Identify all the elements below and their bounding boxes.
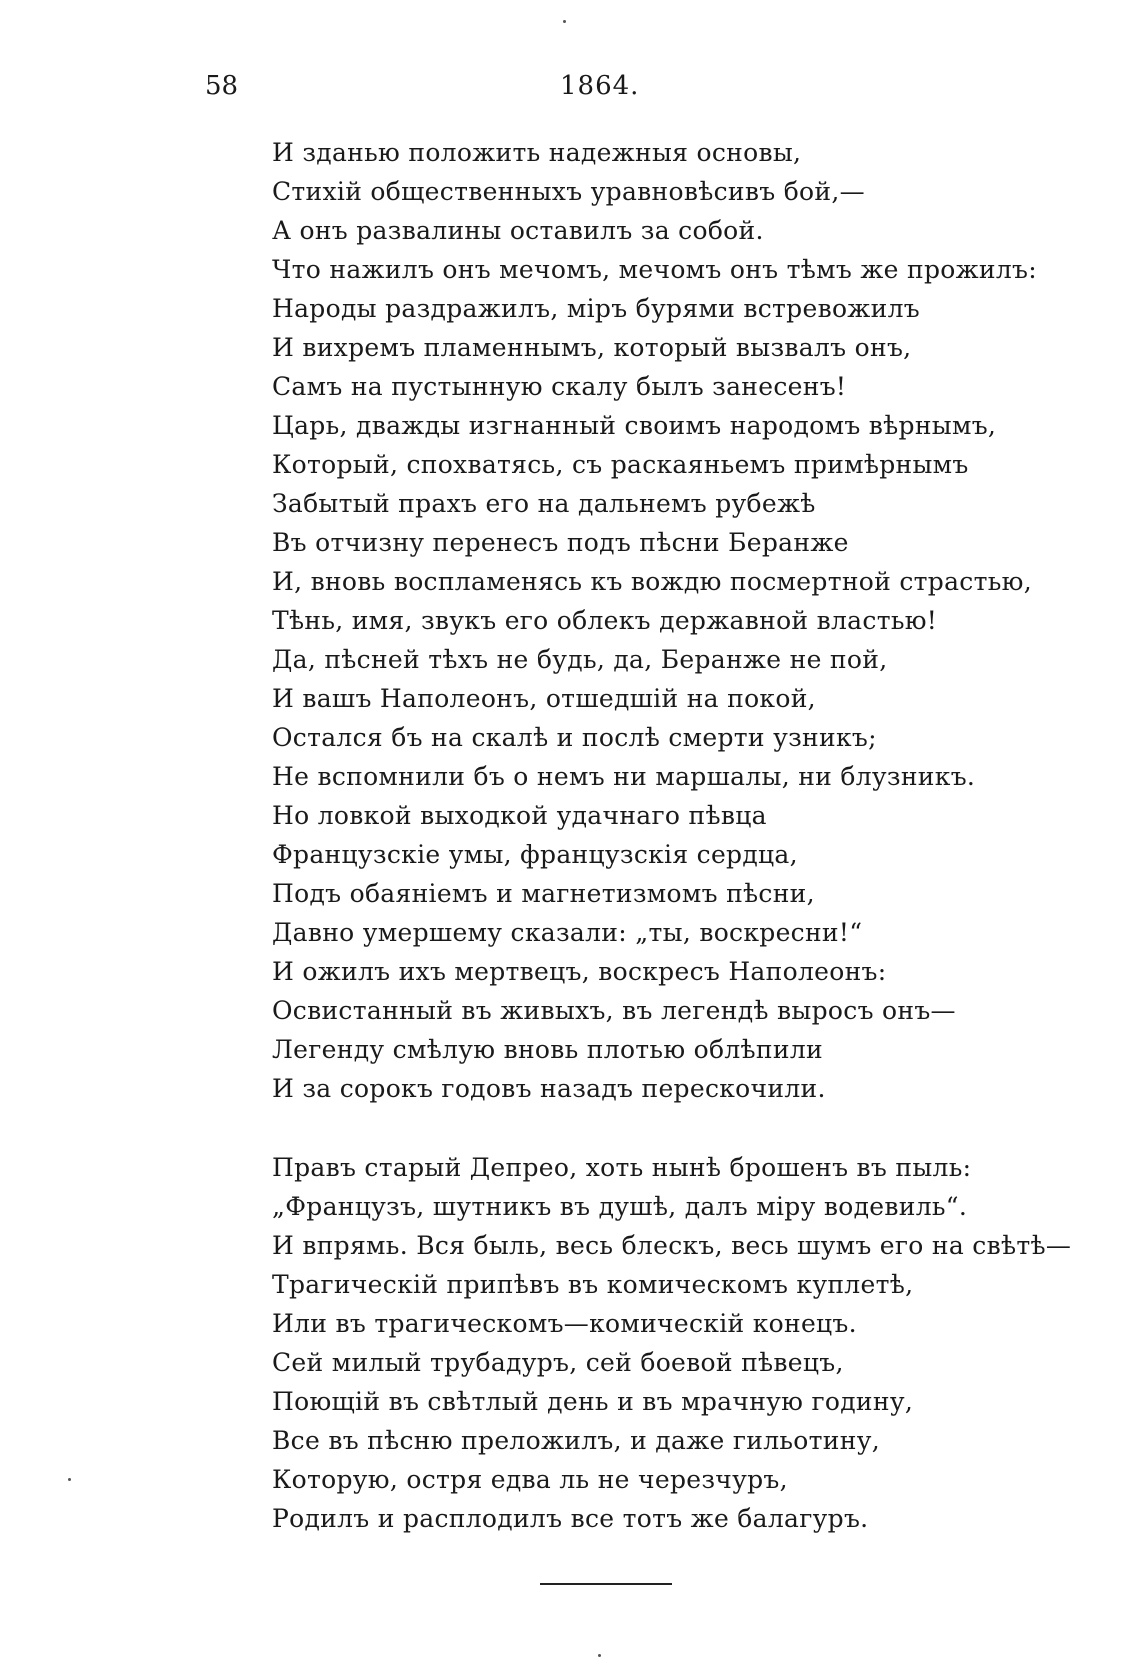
verse-line: Въ отчизну перенесъ подъ пѣсни Беранже	[272, 528, 849, 557]
verse-line: Правъ старый Депрео, хоть нынѣ брошенъ въ пыль:	[272, 1153, 972, 1182]
verse-line: Самъ на пустынную скалу былъ занесенъ!	[272, 372, 847, 401]
verse-line: И вихремъ пламеннымъ, который вызвалъ онъ,	[272, 333, 912, 362]
scan-speck	[598, 1654, 601, 1657]
verse-line: Легенду смѣлую вновь плотью облѣпили	[272, 1035, 823, 1064]
verse-line: Поющій въ свѣтлый день и въ мрачную годину,	[272, 1387, 914, 1416]
verse-line: И зданью положить надежныя основы,	[272, 138, 802, 167]
verse-line: Царь, дважды изгнанный своимъ народомъ вѣрнымъ,	[272, 411, 997, 440]
verse-line: И впрямь. Вся быль, весь блескъ, весь шумъ его на свѣтѣ—	[272, 1231, 1072, 1260]
verse-line: И, вновь воспламенясь къ вождю посмертной страстью,	[272, 567, 1032, 596]
verse-line: Который, спохватясь, съ раскаяньемъ примѣрнымъ	[272, 450, 969, 479]
verse-line: Забытый прахъ его на дальнемъ рубежѣ	[272, 489, 816, 518]
scan-speck	[68, 1478, 71, 1481]
verse-line: Остался бъ на скалѣ и послѣ смерти узникъ;	[272, 723, 877, 752]
verse-line: Подъ обаяніемъ и магнетизмомъ пѣсни,	[272, 879, 815, 908]
page-number: 58	[205, 71, 239, 101]
verse-line: Тѣнь, имя, звукъ его облекъ державной властью!	[272, 606, 938, 635]
verse-line: Не вспомнили бъ о немъ ни маршалы, ни блузникъ.	[272, 762, 976, 791]
stanza-2	[272, 1148, 1071, 1538]
verse-line: И за сорокъ годовъ назадъ перескочили.	[272, 1074, 826, 1103]
verse-line: А онъ развалины оставилъ за собой.	[272, 216, 764, 245]
verse-line: Все въ пѣсню преложилъ, и даже гильотину,	[272, 1426, 880, 1455]
verse-line: „Французъ, шутникъ въ душѣ, далъ міру водевиль“.	[272, 1192, 968, 1221]
verse-line: Стихій общественныхъ уравновѣсивъ бой,—	[272, 177, 865, 206]
running-head-year: 1864.	[560, 71, 640, 101]
verse-line: Но ловкой выходкой удачнаго пѣвца	[272, 801, 767, 830]
verse-line: Давно умершему сказали: „ты, воскресни!“	[272, 918, 863, 947]
end-rule-divider	[540, 1583, 672, 1585]
verse-line: Сей милый трубадуръ, сей боевой пѣвецъ,	[272, 1348, 844, 1377]
verse-line: Трагическій припѣвъ въ комическомъ куплетѣ,	[272, 1270, 914, 1299]
page-header	[0, 66, 1140, 106]
verse-line: Что нажилъ онъ мечомъ, мечомъ онъ тѣмъ же прожилъ:	[272, 255, 1037, 284]
verse-line: Народы раздражилъ, міръ бурями встревожилъ	[272, 294, 920, 323]
stanza-1	[272, 133, 1037, 1108]
verse-line: Родилъ и расплодилъ все тотъ же балагуръ.	[272, 1504, 869, 1533]
verse-line: И вашъ Наполеонъ, отшедшій на покой,	[272, 684, 816, 713]
verse-line: И ожилъ ихъ мертвецъ, воскресъ Наполеонъ:	[272, 957, 887, 986]
verse-line: Да, пѣсней тѣхъ не будь, да, Беранже не пой,	[272, 645, 888, 674]
verse-line: Или въ трагическомъ—комическій конецъ.	[272, 1309, 857, 1338]
verse-line: Освистанный въ живыхъ, въ легендѣ выросъ онъ—	[272, 996, 956, 1025]
scan-speck	[563, 20, 566, 23]
verse-line: Французскіе умы, французскія сердца,	[272, 840, 798, 869]
verse-line: Которую, остря едва ль не черезчуръ,	[272, 1465, 788, 1494]
